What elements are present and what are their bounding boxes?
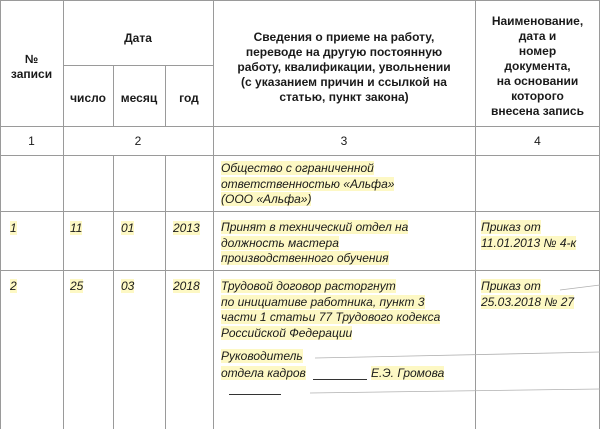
header-date: Дата	[124, 31, 152, 45]
signature-title-line1: Руководитель	[221, 349, 303, 363]
record-2-number: 2	[10, 279, 17, 293]
header-employment-info: Сведения о приеме на работу, переводе на другую постоянную работу, квалификации, увольнении (с указанием причин и ссылкой на статью, пункт закона)	[237, 30, 451, 104]
column-number-2: 2	[134, 134, 142, 148]
record-1-document: Приказ от 11.01.2013 № 4-к	[481, 220, 577, 250]
signature-line	[313, 379, 367, 380]
record-1-year: 2013	[173, 221, 200, 235]
record-1-info: Принят в технический отдел на должность мастера производственного обучения	[221, 220, 409, 265]
column-number-1: 1	[28, 134, 35, 148]
record-1-month: 01	[121, 221, 135, 235]
signature-title-line2: отдела кадров	[221, 366, 306, 380]
record-2-info: Трудовой договор расторгнут по инициативе работника, пункт 3 части 1 статьи 77 Трудового кодекса Российской Федерации	[221, 279, 441, 340]
record-1-day: 11	[70, 221, 83, 235]
header-month: месяц	[120, 91, 158, 105]
record-2-month: 03	[121, 279, 135, 293]
header-document: Наименование, дата и номер документа, на основании которого внесена запись	[491, 14, 584, 118]
signature-name: Е.Э. Громова	[371, 366, 445, 380]
record-2-document: Приказ от 25.03.2018 № 27	[481, 279, 575, 309]
header-day: число	[70, 91, 106, 105]
signature-date-line	[229, 394, 281, 395]
record-2-day: 25	[70, 279, 84, 293]
record-1-number: 1	[10, 221, 17, 235]
header-record-number: № записи	[10, 52, 53, 81]
record-2-year: 2018	[173, 279, 200, 293]
column-number-4: 4	[534, 134, 541, 148]
header-year: год	[179, 91, 199, 105]
column-number-3: 3	[340, 134, 348, 148]
company-name-entry: Общество с ограниченной ответственностью «Альфа» (ООО «Альфа»)	[221, 161, 395, 206]
